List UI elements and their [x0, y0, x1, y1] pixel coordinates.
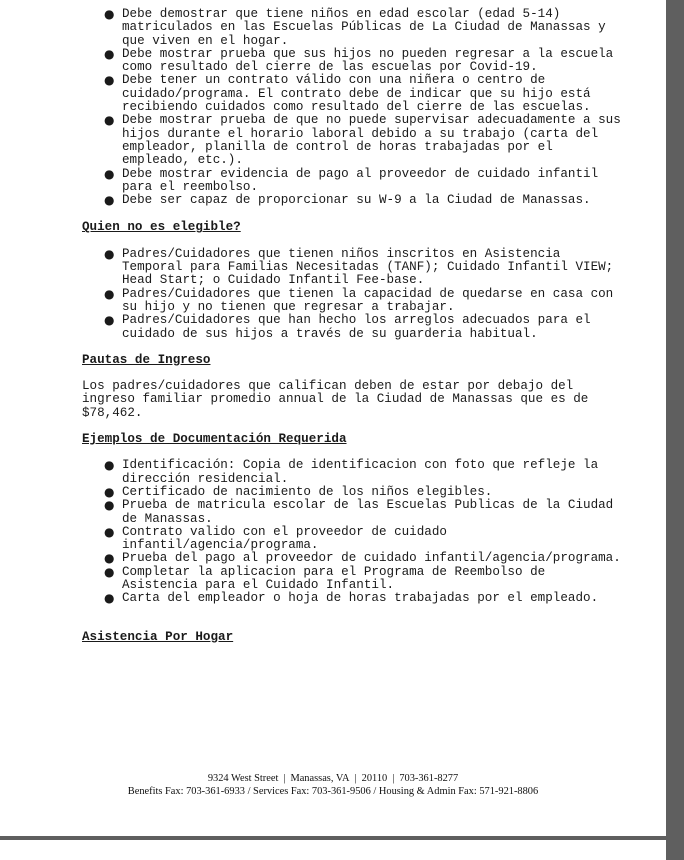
list-item	[82, 486, 622, 499]
footer-separator: |	[283, 773, 286, 784]
eligibility-list	[82, 8, 622, 207]
bullet-icon: ●	[104, 46, 115, 61]
list-item-text: Completar la aplicacion para el Programa de Reembolso de Asistencia para el Cuidado Infantil.	[122, 564, 546, 592]
list-item	[82, 74, 622, 114]
bullet-icon: ●	[104, 458, 115, 473]
bullet-icon: ●	[104, 7, 115, 21]
list-item	[82, 459, 622, 486]
not-eligible-list	[82, 248, 622, 341]
list-item-text: Contrato valido con el proveedor de cuidado infantil/agencia/programa.	[122, 524, 447, 553]
list-item	[82, 566, 622, 593]
list-item-text: Identificación: Copia de identificacion con foto que refleje la dirección residencial.	[122, 458, 599, 486]
list-item	[82, 48, 622, 75]
list-item	[82, 288, 622, 315]
footer-address	[0, 773, 666, 784]
list-item-text: Padres/Cuidadores que han hecho los arreglos adecuados para el cuidado de sus hijos a través de su guarderia habitual.	[122, 313, 591, 341]
bullet-icon: ●	[104, 73, 115, 88]
bullet-icon: ●	[104, 591, 115, 606]
not-eligible-heading: Quien no es elegible?	[82, 220, 241, 235]
list-item	[82, 168, 622, 195]
bullet-icon: ●	[104, 498, 115, 513]
list-item-text: Debe mostrar prueba de que no puede supervisar adecuadamente a sus hijos durante el horario laboral debido a su trabajo (carta del empleador, planilla de control de horas trabajadas por el empleado, etc.).	[122, 113, 621, 168]
household-heading: Asistencia Por Hogar	[82, 629, 234, 644]
page-content	[82, 8, 622, 644]
list-item-text: Debe mostrar evidencia de pago al proveedor de cuidado infantil para el reembolso.	[122, 166, 599, 194]
list-item	[82, 248, 622, 288]
list-item-text: Debe demostrar que tiene niños en edad escolar (edad 5-14) matriculados en las Escuelas Públicas de La Ciudad de Manassas y que viven en el hogar.	[122, 7, 606, 48]
list-item-text: Padres/Cuidadores que tienen niños inscritos en Asistencia Temporal para Familias Necesitadas (TANF); Cuidado Infantil VIEW; Head Start; o Cuidado Infantil Fee-base.	[122, 246, 614, 288]
bullet-icon: ●	[104, 166, 115, 181]
list-item	[82, 592, 622, 605]
footer-zip: 20110	[361, 773, 388, 784]
footer-street: 9324 West Street	[207, 773, 279, 784]
list-item-text: Prueba de matricula escolar de las Escuelas Publicas de la Ciudad de Manassas.	[122, 498, 614, 526]
footer-city: Manassas, VA	[290, 773, 350, 784]
list-item	[82, 8, 622, 48]
footer-separator: |	[392, 773, 395, 784]
list-item-text: Prueba del pago al proveedor de cuidado infantil/agencia/programa.	[122, 551, 621, 566]
bullet-icon: ●	[104, 564, 115, 579]
bullet-icon: ●	[104, 551, 115, 566]
list-item	[82, 499, 622, 526]
footer-fax-line: Benefits Fax: 703-361-6933 / Services Fax: 703-361-9506 / Housing & Admin Fax: 571-921-8806	[127, 786, 539, 797]
list-item-text: Debe tener un contrato válido con una niñera o centro de cuidado/programa. El contrato debe de indicar que su hijo está recibiendo cuidados como resultado del cierre de las escuelas.	[122, 73, 591, 115]
list-item-text: Debe ser capaz de proporcionar su W-9 a la Ciudad de Manassas.	[122, 193, 591, 208]
list-item-text: Carta del empleador o hoja de horas trabajadas por el empleado.	[122, 591, 599, 606]
bullet-icon: ●	[104, 484, 115, 499]
list-item	[82, 114, 622, 167]
list-item	[82, 552, 622, 565]
footer-phone: 703-361-8277	[399, 773, 459, 784]
list-item-text: Padres/Cuidadores que tienen la capacidad de quedarse en casa con su hijo y no tienen que regresar a trabajar.	[122, 286, 614, 314]
list-item	[82, 314, 622, 341]
bullet-icon: ●	[104, 246, 115, 261]
bullet-icon: ●	[104, 193, 115, 208]
documentation-list	[82, 459, 622, 605]
bullet-icon: ●	[104, 113, 115, 128]
list-item	[82, 194, 622, 207]
bullet-icon: ●	[104, 313, 115, 328]
income-heading: Pautas de Ingreso	[82, 352, 211, 367]
list-item	[82, 526, 622, 553]
footer-separator: |	[354, 773, 357, 784]
next-page-edge	[0, 840, 666, 860]
documentation-heading: Ejemplos de Documentación Requerida	[82, 432, 347, 447]
income-paragraph: Los padres/cuidadores que califican deben de estar por debajo del ingreso familiar promedio annual de la Ciudad de Manassas que es de $78,462.	[82, 379, 589, 420]
bullet-icon: ●	[104, 524, 115, 539]
bullet-icon: ●	[104, 286, 115, 301]
list-item-text: Debe mostrar prueba que sus hijos no pueden regresar a la escuela como resultado del cierre de las escuelas por Covid-19.	[122, 46, 614, 75]
list-item-text: Certificado de nacimiento de los niños elegibles.	[122, 484, 493, 499]
